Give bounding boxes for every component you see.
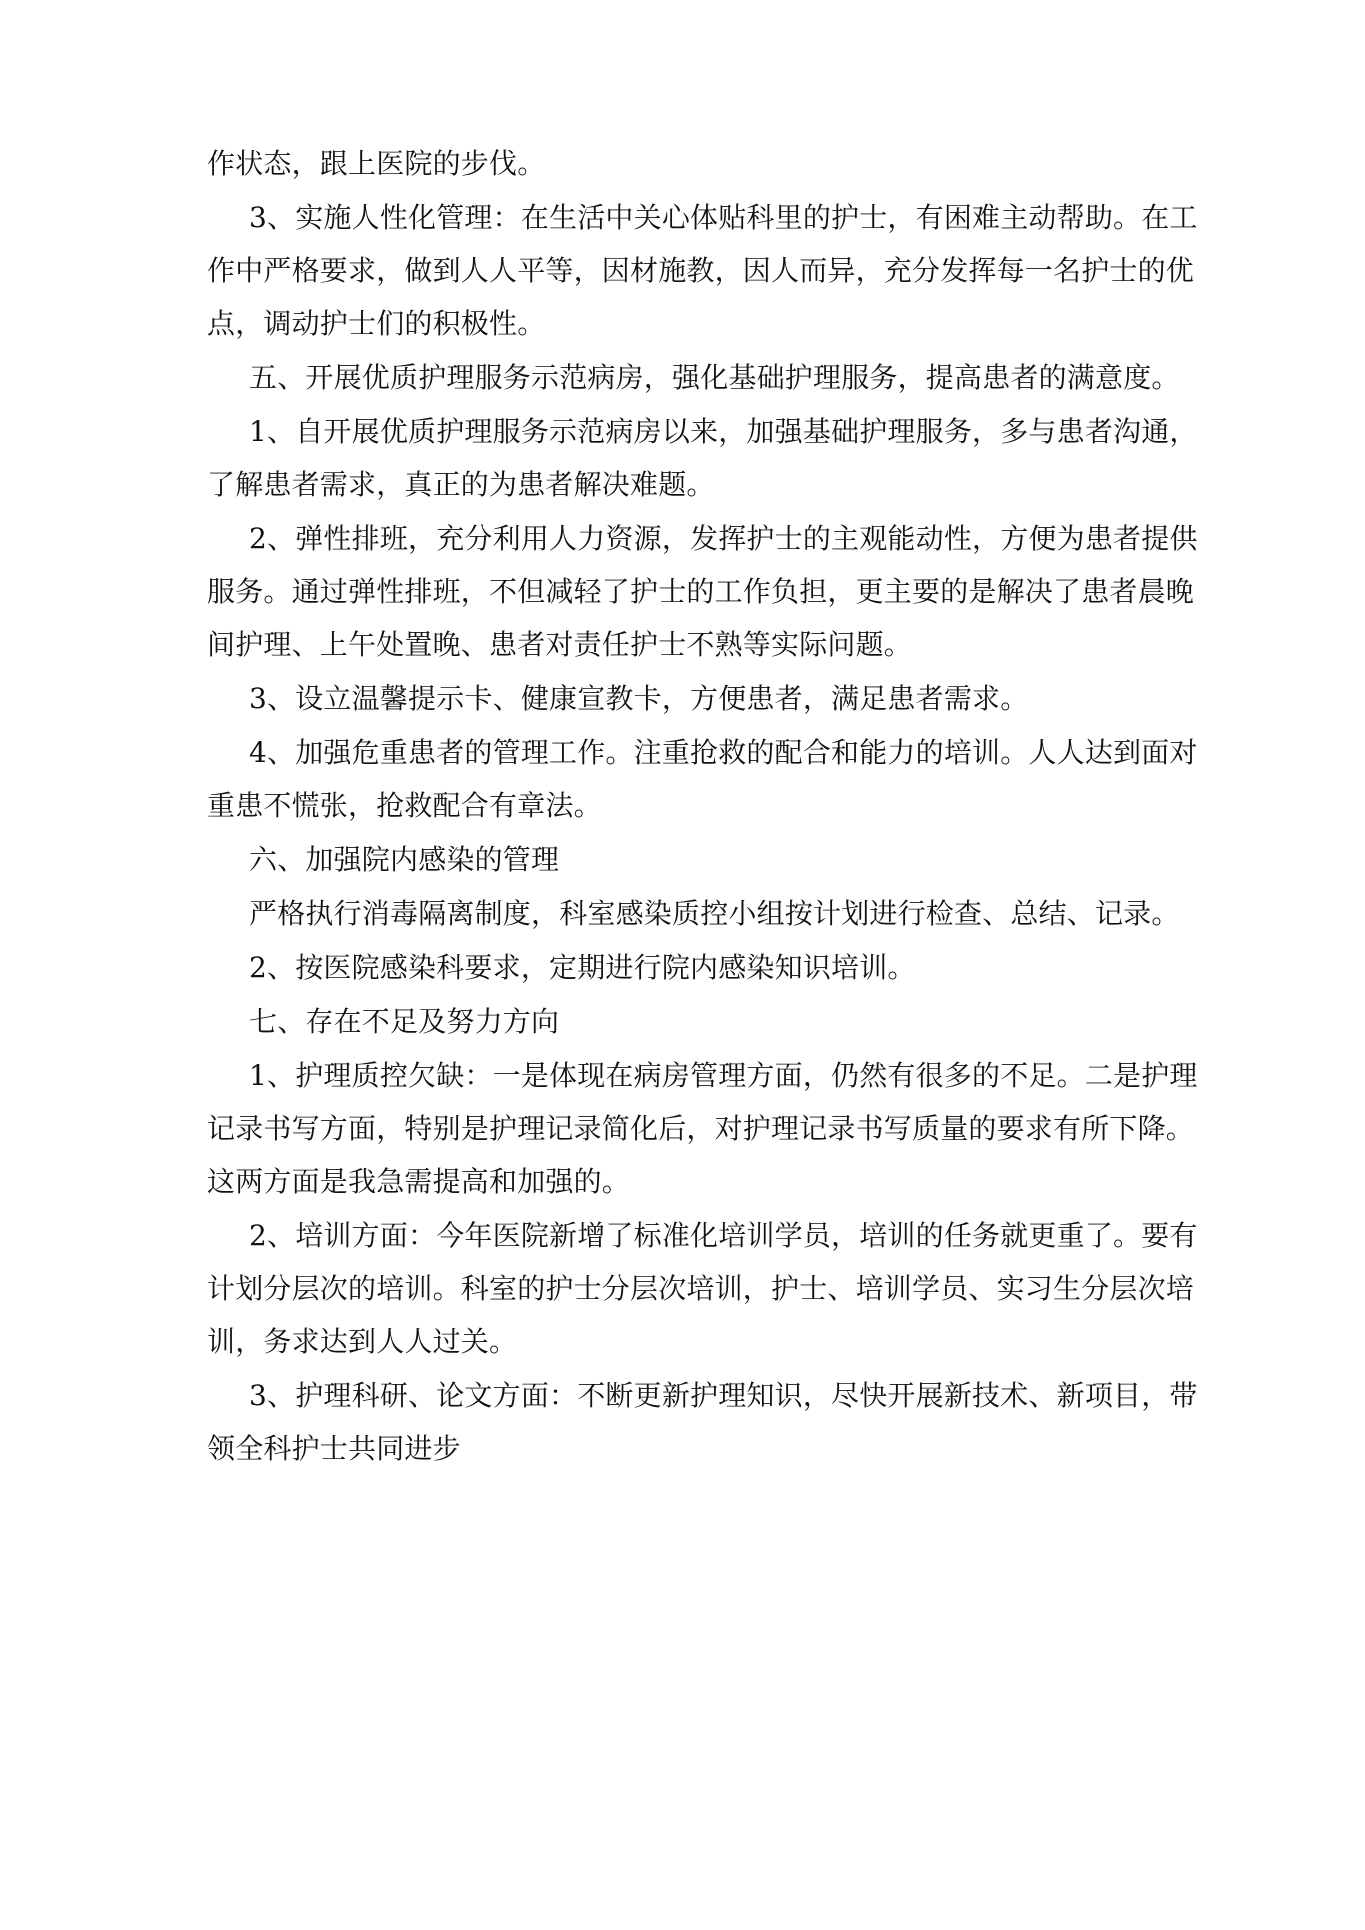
text-line: 4、加强危重患者的管理工作。注重抢救的配合和能力的培训。人人达到面对	[249, 736, 1198, 769]
text-line: 重患不慌张，抢救配合有章法。	[207, 789, 602, 822]
text-line: 记录书写方面，特别是护理记录简化后，对护理记录书写质量的要求有所下降。	[207, 1112, 1195, 1145]
text-line: 1、自开展优质护理服务示范病房以来，加强基础护理服务，多与患者沟通，	[249, 415, 1198, 448]
paragraph	[207, 894, 1180, 934]
section-heading	[207, 1002, 1167, 1042]
text-line: 七、存在不足及努力方向	[249, 1005, 560, 1038]
section-heading	[207, 358, 1180, 398]
section-heading	[207, 840, 1167, 880]
text-line: 3、设立温馨提示卡、健康宣教卡，方便患者，满足患者需求。	[249, 682, 1029, 715]
text-line: 1、护理质控欠缺：一是体现在病房管理方面，仍然有很多的不足。二是护理	[249, 1059, 1198, 1092]
text-line: 领全科护士共同进步	[207, 1432, 461, 1465]
text-line: 2、培训方面：今年医院新增了标准化培训学员，培训的任务就更重了。要有	[249, 1219, 1198, 1252]
text-line: 2、按医院感染科要求，定期进行院内感染知识培训。	[249, 951, 916, 984]
text-line: 六、加强院内感染的管理	[249, 843, 560, 876]
text-line: 五、开展优质护理服务示范病房，强化基础护理服务，提高患者的满意度。	[249, 361, 1180, 394]
paragraph	[207, 198, 1198, 344]
text-line: 训，务求达到人人过关。	[207, 1325, 518, 1358]
paragraph	[207, 519, 1198, 665]
document-body	[207, 144, 1198, 1483]
paragraph	[207, 412, 1198, 505]
paragraph	[207, 1056, 1198, 1202]
text-line: 点，调动护士们的积极性。	[207, 307, 546, 340]
text-line: 了解患者需求，真正的为患者解决难题。	[207, 468, 715, 501]
text-line: 3、护理科研、论文方面：不断更新护理知识，尽快开展新技术、新项目，带	[249, 1379, 1198, 1412]
paragraph	[207, 1376, 1198, 1469]
paragraph	[207, 679, 1167, 719]
text-line: 作状态，跟上医院的步伐。	[207, 147, 546, 180]
paragraph	[207, 948, 1167, 988]
text-line: 计划分层次的培训。科室的护士分层次培训，护士、培训学员、实习生分层次培	[207, 1272, 1195, 1305]
text-line: 2、弹性排班，充分利用人力资源，发挥护士的主观能动性，方便为患者提供	[249, 522, 1198, 555]
text-line: 间护理、上午处置晚、患者对责任护士不熟等实际问题。	[207, 628, 913, 661]
text-line: 作中严格要求，做到人人平等，因材施教，因人而异，充分发挥每一名护士的优	[207, 254, 1195, 287]
text-line: 这两方面是我急需提高和加强的。	[207, 1165, 631, 1198]
paragraph	[207, 144, 1167, 184]
paragraph	[207, 1216, 1198, 1362]
text-line: 服务。通过弹性排班，不但减轻了护士的工作负担，更主要的是解决了患者晨晚	[207, 575, 1195, 608]
paragraph	[207, 733, 1198, 826]
text-line: 3、实施人性化管理：在生活中关心体贴科里的护士，有困难主动帮助。在工	[249, 201, 1198, 234]
text-line: 严格执行消毒隔离制度，科室感染质控小组按计划进行检查、总结、记录。	[249, 897, 1180, 930]
